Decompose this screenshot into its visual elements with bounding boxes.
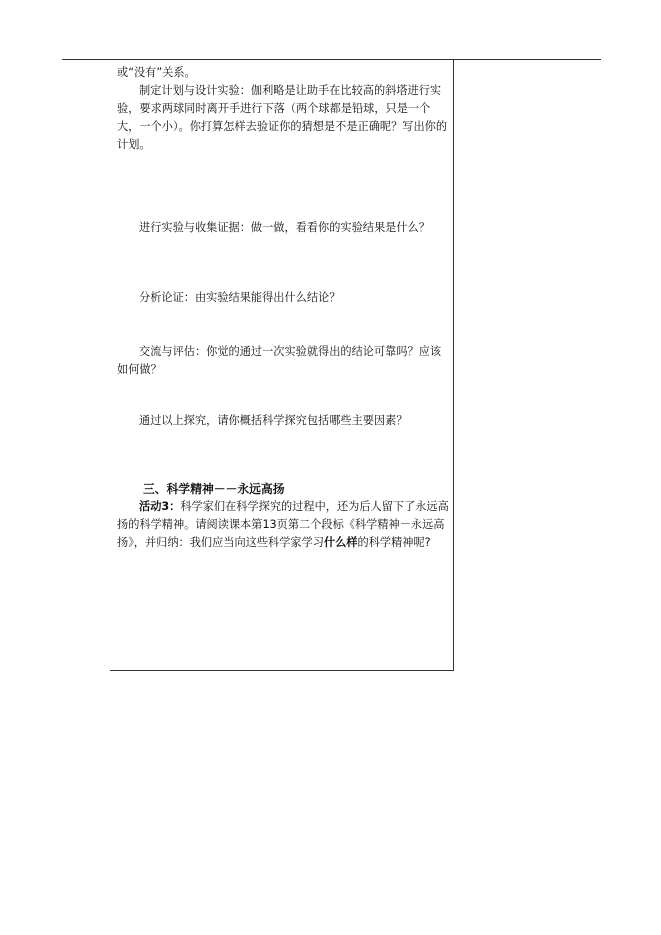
- section3-heading: 三、科学精神－－永远高扬: [143, 482, 285, 496]
- activity3-emphasis: 什么样: [323, 536, 358, 549]
- table-column-divider: [453, 60, 454, 671]
- activity3-text-part2: 的科学精神呢?: [357, 536, 431, 549]
- analysis-prompt: 分析论证：由实验结果能得出什么结论？: [139, 291, 341, 304]
- plan-paragraph: 制定计划与设计实验：伽利略是让助手在比较高的斜塔进行实验，要求两球同时离开手进行下落（两个球都是铅球，只是一个大，一个小）。你打算怎样去验证你的猜想是不是正确呢？写出你的计划。: [117, 84, 448, 151]
- experiment-prompt: 进行实验与收集证据：做一做，看看你的实验结果是什么？: [139, 221, 430, 234]
- activity3-paragraph: [117, 498, 450, 552]
- activity3-text-part1: 科学家们在科学探究的过程中，还为后人留下了永远高扬的科学精神。请阅读课本第13页第二个段标《科学精神－永远高扬》，并归纳：我们应当向这些科学家学习: [117, 500, 449, 549]
- top-rule: [62, 59, 601, 60]
- activity3-label: 活动3：: [139, 500, 181, 513]
- bottom-rule: [110, 670, 454, 671]
- continuation-line: 或“没有”关系。: [117, 66, 196, 79]
- evaluation-prompt: 交流与评估：你觉的通过一次实验就得出的结论可靠吗？应该如何做？: [117, 345, 442, 376]
- summary-prompt: 通过以上探究，请你概括科学探究包括哪些主要因素？: [139, 414, 408, 427]
